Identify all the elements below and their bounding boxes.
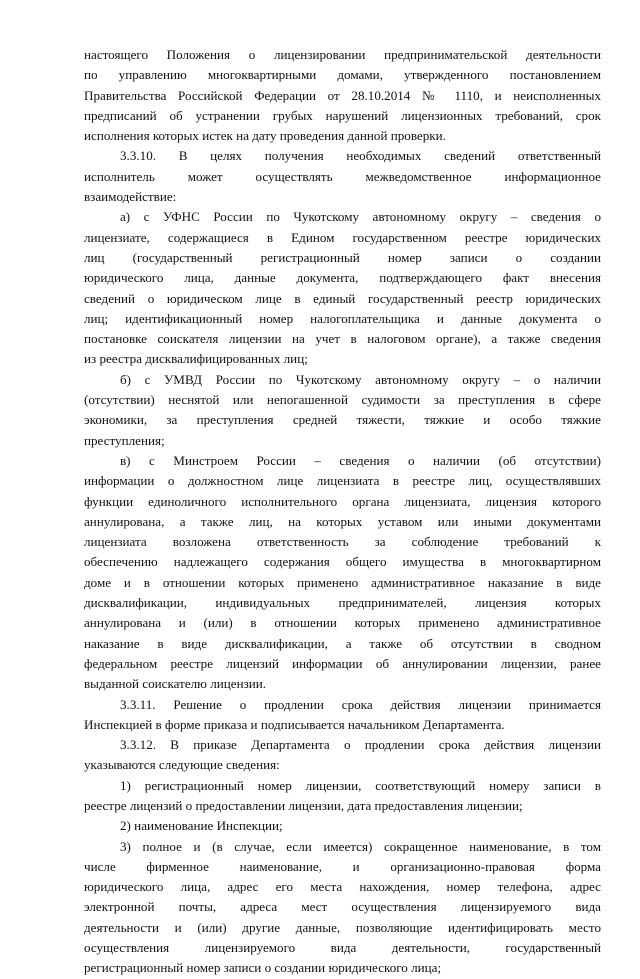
text-line: функции единоличного исполнительного органа лицензиата, лицензия которого bbox=[84, 493, 601, 509]
text-line: предписаний об устранении грубых нарушений лицензионных требований, срок bbox=[84, 107, 601, 123]
text-line: лицензиата возложена ответственность за соблюдение требований к bbox=[84, 534, 601, 550]
document-page bbox=[84, 45, 601, 979]
text-line: по управлению многоквартирными домами, утвержденного постановлением bbox=[84, 67, 601, 83]
text-line: постановке соискателя лицензии на учет в налоговом органе), а также сведения bbox=[84, 331, 601, 347]
text-line: 3.3.11. Решение о продлении срока действия лицензии принимается bbox=[120, 696, 601, 712]
text-line: аннулирована, а также лиц, на которых уставом или иными документами bbox=[84, 513, 601, 529]
text-line: выданной соискателю лицензии. bbox=[84, 676, 267, 692]
paragraph bbox=[84, 146, 601, 207]
text-line: исполнитель может осуществлять межведомственное информационное bbox=[84, 168, 601, 184]
text-line: взаимодействие: bbox=[84, 189, 177, 205]
text-line: Правительства Российской Федерации от 28.10.2014 № 1110, и неисполненных bbox=[84, 87, 601, 103]
text-line: дисквалификации, индивидуальных предпринимателей, лицензия которых bbox=[84, 595, 601, 611]
text-line: доме и в отношении которых применено административное наказание в виде bbox=[84, 574, 601, 590]
text-line: (отсутствии) неснятой или непогашенной судимости за преступления в сфере bbox=[84, 392, 601, 408]
paragraph bbox=[84, 207, 601, 369]
text-line: б) с УМВД России по Чукотскому автономному округу – о наличии bbox=[120, 371, 601, 387]
text-line: экономики, за преступления средней тяжести, тяжкие и особо тяжкие bbox=[84, 412, 601, 428]
text-line: лицензиате, содержащиеся в Едином государственном реестре юридических bbox=[84, 229, 601, 245]
text-line: исполнения которых истек на дату проведения данной проверки. bbox=[84, 128, 446, 144]
paragraph bbox=[84, 837, 601, 979]
text-line: федеральном реестре лицензий информации об аннулировании лицензии, ранее bbox=[84, 655, 601, 671]
text-line: 1) регистрационный номер лицензии, соответствующий номеру записи в bbox=[120, 777, 601, 793]
text-line: регистрационный номер записи о создании юридического лица; bbox=[84, 960, 442, 976]
paragraph bbox=[84, 816, 601, 836]
text-line: реестре лицензий о предоставлении лицензии, дата предоставления лицензии; bbox=[84, 797, 523, 813]
text-line: наказание в виде дисквалификации, а также об отсутствии в сводном bbox=[84, 635, 601, 651]
paragraph bbox=[84, 695, 601, 736]
text-line: числе фирменное наименование, и организационно-правовая форма bbox=[84, 858, 601, 874]
text-line: осуществления лицензируемого вида деятельности, государственный bbox=[84, 940, 601, 956]
text-line: информации о должностном лице лицензиата в реестре лиц, осуществлявших bbox=[84, 473, 601, 489]
text-line: деятельности и (или) другие данные, позволяющие идентифицировать место bbox=[84, 919, 601, 935]
text-line: 3.3.12. В приказе Департамента о продлении срока действия лицензии bbox=[120, 737, 601, 753]
text-line: в) с Минстроем России – сведения о наличии (об отсутствии) bbox=[120, 452, 601, 468]
text-line: а) с УФНС России по Чукотскому автономному округу – сведения о bbox=[120, 209, 601, 225]
text-line: лиц (государственный регистрационный номер записи о создании bbox=[84, 249, 601, 265]
text-line: из реестра дисквалифицированных лиц; bbox=[84, 351, 308, 367]
text-line: обеспечению надлежащего содержания общего имущества в многоквартирном bbox=[84, 554, 601, 570]
paragraph bbox=[84, 370, 601, 451]
text-line: юридического лица, адрес его места нахождения, номер телефона, адрес bbox=[84, 879, 601, 895]
text-line: настоящего Положения о лицензировании предпринимательской деятельности bbox=[84, 47, 601, 62]
paragraph bbox=[84, 45, 601, 146]
text-line: аннулирована и (или) в отношении которых применено административное bbox=[84, 615, 601, 631]
paragraph bbox=[84, 451, 601, 695]
text-line: 3) полное и (в случае, если имеется) сокращенное наименование, в том bbox=[120, 838, 601, 854]
text-line: 2) наименование Инспекции; bbox=[120, 818, 283, 834]
paragraph bbox=[84, 735, 601, 776]
text-line: электронной почты, адреса мест осуществления лицензируемого вида bbox=[84, 899, 601, 915]
text-line: указываются следующие сведения: bbox=[84, 757, 280, 773]
text-line: Инспекцией в форме приказа и подписывается начальником Департамента. bbox=[84, 716, 505, 732]
text-line: лиц; идентификационный номер налогоплательщика и данные документа о bbox=[84, 310, 601, 326]
text-line: преступления; bbox=[84, 432, 165, 448]
text-line: юридического лица, данные документа, подтверждающего факт внесения bbox=[84, 270, 601, 286]
paragraph bbox=[84, 776, 601, 817]
text-line: сведений о юридическом лице в единый государственный реестр юридических bbox=[84, 290, 601, 306]
text-line: 3.3.10. В целях получения необходимых сведений ответственный bbox=[120, 148, 601, 164]
